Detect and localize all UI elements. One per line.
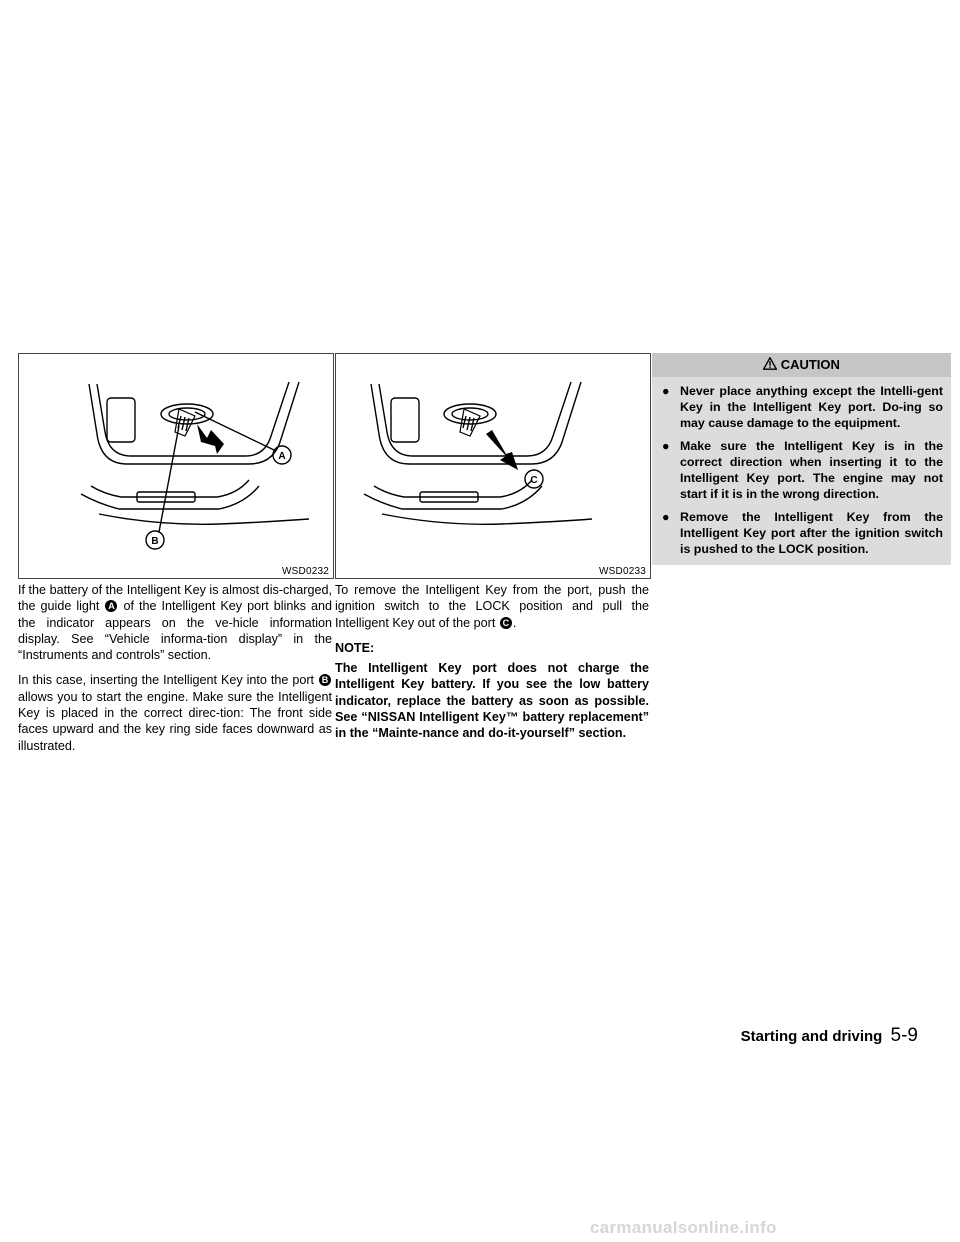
caution-box [652, 353, 951, 565]
column-2-text [335, 582, 649, 751]
callout-b: B [151, 536, 159, 547]
page-number: 5-9 [890, 1025, 918, 1046]
bullet-icon: ● [662, 510, 670, 524]
figure-id: WSD0233 [599, 566, 646, 577]
caution-list [652, 383, 951, 557]
key-port-illustration [336, 354, 650, 578]
section-name: Starting and driving [740, 1028, 883, 1045]
figure-id: WSD0232 [282, 566, 329, 577]
caution-item: ● Remove the Intelligent Key from the Intelligent Key port after the ignition switch is pushed to the LOCK position. [662, 510, 943, 556]
caution-title: CAUTION [780, 357, 840, 372]
bullet-icon: ● [662, 439, 670, 453]
column-1-text [18, 582, 332, 763]
watermark: carmanualsonline.info [590, 1218, 777, 1237]
note-text: The Intelligent Key port does not charge the Intelligent Key battery. If you see the low battery indicator, replace the battery as soon as possible. See “NISSAN Intelligent Key™ battery replacement” in the “Mainte-nance and do-it-yourself” section. [335, 661, 649, 741]
paragraph: To remove the Intelligent Key from the port, push the ignition switch to the LOCK position and pull the Intelligent Key out of the port C . [335, 583, 649, 630]
ref-badge-c: C [500, 617, 512, 629]
caution-item: ● Never place anything except the Intelli-gent Key in the Intelligent Key port. Do-ing so may cause damage to the equipment. [662, 384, 943, 430]
callout-c: C [530, 475, 538, 486]
ref-badge-a: A [105, 600, 117, 612]
page-footer [741, 1025, 918, 1047]
note-label: NOTE: [335, 640, 375, 655]
warning-icon [763, 357, 777, 370]
figure-key-insert [18, 353, 334, 579]
callout-a: A [278, 451, 286, 462]
paragraph: If the battery of the Intelligent Key is almost dis-charged, the guide light A of the Intelligent Key port blinks and the indicator appears on the ve-hicle information display. See “Vehicle informa-tion display” in the “Instruments and controls” section. [18, 583, 333, 663]
caution-header [652, 353, 951, 377]
bullet-icon: ● [662, 384, 670, 398]
key-port-illustration [19, 354, 333, 578]
paragraph: In this case, inserting the Intelligent Key into the port B allows you to start the engine. Make sure the Intelligent Key is placed in the correct direc-tion: The front side faces upward and the key ring side faces downward as illustrated. [18, 673, 332, 753]
caution-item: ● Make sure the Intelligent Key is in the correct direction when inserting it to the Intelligent Key port. The engine may not start if it is in the wrong direction. [662, 439, 943, 501]
figure-key-remove [335, 353, 651, 579]
ref-badge-b: B [319, 674, 331, 686]
